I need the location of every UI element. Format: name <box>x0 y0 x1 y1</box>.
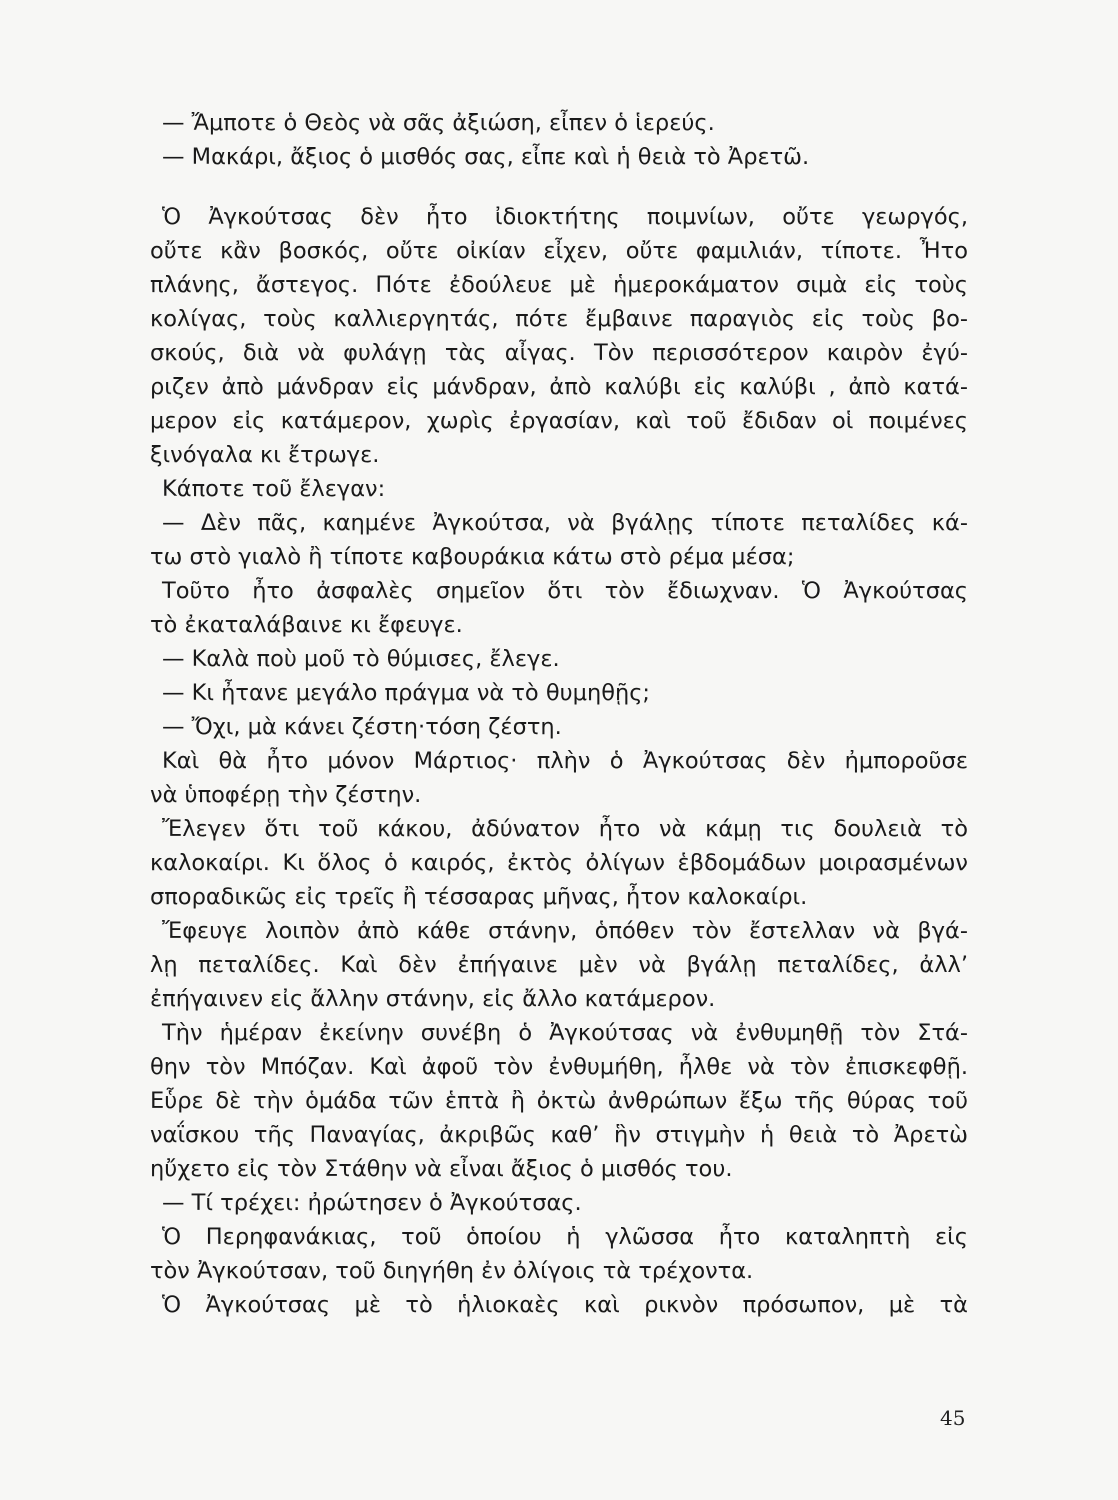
text-line: κολίγας, τοὺς καλλιεργητάς, πότε ἔμβαινε παραγιὸς εἰς τοὺς βο- <box>150 306 968 332</box>
text-line: — Καλὰ ποὺ μοῦ τὸ θύμισες, ἔλεγε. <box>162 646 560 672</box>
text-line: ἐπήγαινεν εἰς ἄλλην στάνην, εἰς ἄλλο κατάμερον. <box>150 986 716 1012</box>
text-line: Τὴν ἡμέραν ἐκείνην συνέβη ὁ Ἀγκούτσας νὰ ἐνθυμηθῇ τὸν Στά- <box>162 1020 968 1046</box>
paragraph-gap <box>150 174 968 200</box>
text-line: τω στὸ γιαλὸ ἢ τίποτε καβουράκια κάτω στὸ ρέμα μέσα; <box>150 544 795 570</box>
text-line: καλοκαίρι. Κι ὅλος ὁ καιρός, ἐκτὸς ὀλίγων ἑβδομάδων μοιρασμένων <box>150 850 968 876</box>
text-line: ριζεν ἀπὸ μάνδραν εἰς μάνδραν, ἀπὸ καλύβι εἰς καλύβι , ἀπὸ κατά- <box>150 374 968 400</box>
text-line: Ἔλεγεν ὅτι τοῦ κάκου, ἀδύνατον ἦτο νὰ κάμῃ τις δουλειὰ τὸ <box>162 816 968 842</box>
text-line: — Μακάρι, ἄξιος ὁ μισθός σας, εἶπε καὶ ἡ θειὰ τὸ Ἀρετῶ. <box>162 144 810 170</box>
body-text <box>150 106 968 1322</box>
text-line: Κάποτε τοῦ ἔλεγαν: <box>162 476 386 502</box>
page-number: 45 <box>940 1406 966 1430</box>
text-line: Ὁ Περηφανάκιας, τοῦ ὁποίου ἡ γλῶσσα ἦτο καταληπτὴ εἰς <box>162 1224 968 1250</box>
text-line: — Δὲν πᾶς, καημένε Ἀγκούτσα, νὰ βγάλῃς τίποτε πεταλίδες κά- <box>162 510 968 536</box>
text-line: — Τί τρέχει: ἠρώτησεν ὁ Ἀγκούτσας. <box>162 1190 582 1216</box>
text-line: Εὗρε δὲ τὴν ὁμάδα τῶν ἑπτὰ ἢ ὀκτὼ ἀνθρώπων ἔξω τῆς θύρας τοῦ <box>150 1088 968 1114</box>
text-line: θην τὸν Μπόζαν. Καὶ ἀφοῦ τὸν ἐνθυμήθη, ἦλθε νὰ τὸν ἐπισκεφθῇ. <box>150 1054 968 1080</box>
text-line: νὰ ὑποφέρῃ τὴν ζέστην. <box>150 782 422 808</box>
text-line: σποραδικῶς εἰς τρεῖς ἢ τέσσαρας μῆνας, ἦτον καλοκαίρι. <box>150 884 808 910</box>
text-line: ηὔχετο εἰς τὸν Στάθην νὰ εἶναι ἄξιος ὁ μισθός του. <box>150 1156 733 1182</box>
text-line: Ἔφευγε λοιπὸν ἀπὸ κάθε στάνην, ὁπόθεν τὸν ἔστελλαν νὰ βγά- <box>162 918 968 944</box>
text-line: ναΐσκου τῆς Παναγίας, ἀκριβῶς καθ’ ἣν στιγμὴν ἡ θειὰ τὸ Ἀρετὼ <box>150 1122 968 1148</box>
text-line: Καὶ θὰ ἦτο μόνον Μάρτιος· πλὴν ὁ Ἀγκούτσας δὲν ἠμποροῦσε <box>162 748 968 774</box>
text-line: Ὁ Ἀγκούτσας μὲ τὸ ἡλιοκαὲς καὶ ρικνὸν πρόσωπον, μὲ τὰ <box>162 1292 968 1318</box>
text-line: λῃ πεταλίδες. Καὶ δὲν ἐπήγαινε μὲν νὰ βγάλῃ πεταλίδες, ἀλλ’ <box>150 952 968 978</box>
text-line: — Ἄμποτε ὁ Θεὸς νὰ σᾶς ἀξιώση, εἶπεν ὁ ἱερεύς. <box>162 110 715 136</box>
text-line: τὸ ἐκαταλάβαινε κι ἔφευγε. <box>150 612 463 638</box>
text-line: μερον εἰς κατάμερον, χωρὶς ἐργασίαν, καὶ τοῦ ἔδιδαν οἱ ποιμένες <box>150 408 968 434</box>
text-line: πλάνης, ἄστεγος. Πότε ἐδούλευε μὲ ἡμεροκάματον σιμὰ εἰς τοὺς <box>150 272 968 298</box>
text-line: οὔτε κἂν βοσκός, οὔτε οἰκίαν εἶχεν, οὔτε φαμιλιάν, τίποτε. Ἦτο <box>150 238 968 264</box>
text-line: σκούς, διὰ νὰ φυλάγῃ τὰς αἶγας. Τὸν περισσότερον καιρὸν ἐγύ- <box>150 340 968 366</box>
text-line: — Ὄχι, μὰ κάνει ζέστη·τόση ζέστη. <box>162 714 562 740</box>
text-line: Τοῦτο ἦτο ἀσφαλὲς σημεῖον ὅτι τὸν ἔδιωχναν. Ὁ Ἀγκούτσας <box>162 578 968 604</box>
text-line: ξινόγαλα κι ἔτρωγε. <box>150 442 380 468</box>
text-line: τὸν Ἀγκούτσαν, τοῦ διηγήθη ἐν ὀλίγοις τὰ τρέχοντα. <box>150 1258 754 1284</box>
text-line: — Κι ἦτανε μεγάλο πράγμα νὰ τὸ θυμηθῇς; <box>162 680 651 706</box>
text-line: Ὁ Ἀγκούτσας δὲν ἦτο ἰδιοκτήτης ποιμνίων, οὔτε γεωργός, <box>162 204 968 230</box>
